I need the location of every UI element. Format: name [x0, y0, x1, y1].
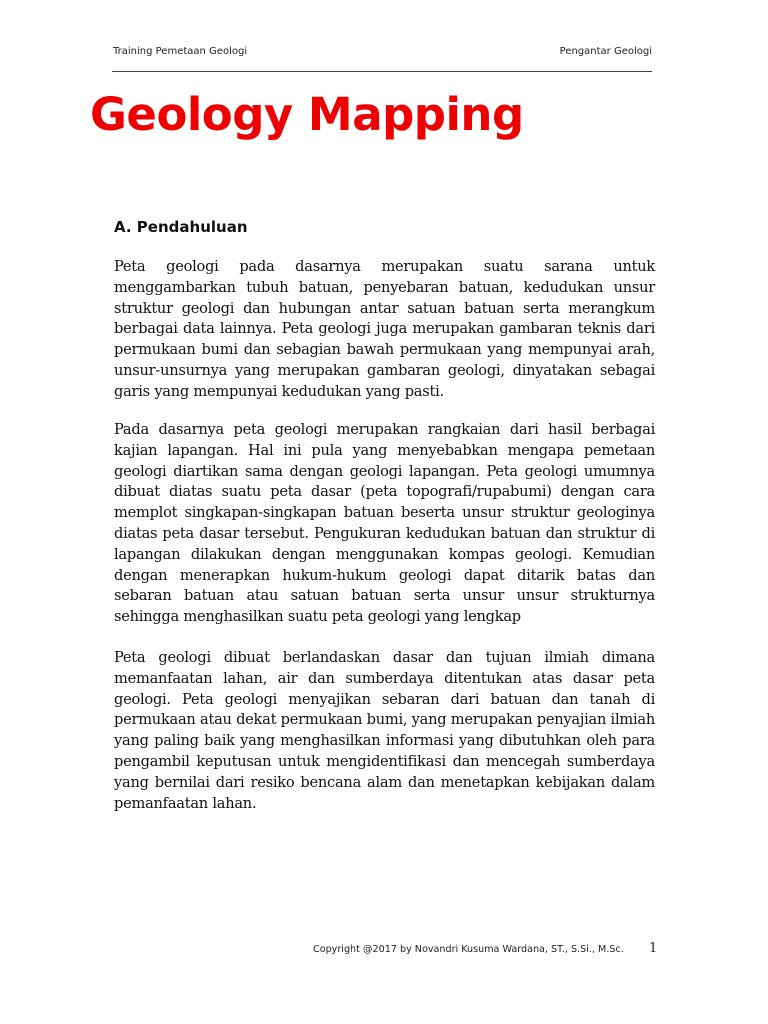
- header-right-text: Pengantar Geologi: [559, 46, 652, 57]
- paragraph-1: Peta geologi pada dasarnya merupakan suatu sarana untuk menggambarkan tubuh batuan, penyebaran batuan, kedudukan unsur struktur geologi dan hubungan antar satuan batuan serta merangkum berbagai data lainnya. Peta geologi juga merupakan gambaran teknis dari permukaan bumi dan sebagian bawah permukaan yang mempunyai arah, unsur-unsurnya yang merupakan gambaran geologi, dinyatakan sebagai garis yang mempunyai kedudukan yang pasti.: [114, 258, 655, 400]
- page-header: [113, 46, 652, 60]
- paragraph-3: Peta geologi dibuat berlandaskan dasar dan tujuan ilmiah dimana memanfaatan lahan, air dan sumberdaya ditentukan atas dasar peta geologi. Peta geologi menyajikan sebaran dari batuan dan tanah di permukaan atau dekat permukaan bumi, yang merupakan penyajian ilmiah yang paling baik yang menghasilkan informasi yang dibutuhkan oleh para pengambil keputusan untuk mengidentifikasi dan mencegah sumberdaya yang bernilai dari resiko bencana alam dan menetapkan kebijakan dalam pemanfaatan lahan.: [114, 649, 655, 812]
- page-title: Geology Mapping: [90, 88, 524, 141]
- paragraph-2: Pada dasarnya peta geologi merupakan rangkaian dari hasil berbagai kajian lapangan. Hal ini pula yang menyebabkan mengapa pemetaan geologi diartikan sama dengan geologi lapangan. Peta geologi umumnya dibuat diatas suatu peta dasar (peta topografi/rupabumi) dengan cara memplot singkapan-singkapan batuan beserta unsur struktur geologinya diatas peta dasar tersebut. Pengukuran kedudukan batuan dan struktur di lapangan dilakukan dengan menggunakan kompas geologi. Kemudian dengan menerapkan hukum-hukum geologi dapat ditarik batas dan sebaran batuan atau satuan batuan serta unsur unsur strukturnya sehingga menghasilkan suatu peta geologi yang lengkap: [114, 421, 655, 626]
- section-heading: A. Pendahuluan: [114, 218, 248, 236]
- header-rule: [112, 71, 652, 72]
- footer-copyright: Copyright @2017 by Novandri Kusuma Wardana, ST., S.Si., M.Sc.: [313, 944, 624, 955]
- header-left-text: Training Pemetaan Geologi: [113, 46, 248, 57]
- page-number: 1: [649, 941, 658, 956]
